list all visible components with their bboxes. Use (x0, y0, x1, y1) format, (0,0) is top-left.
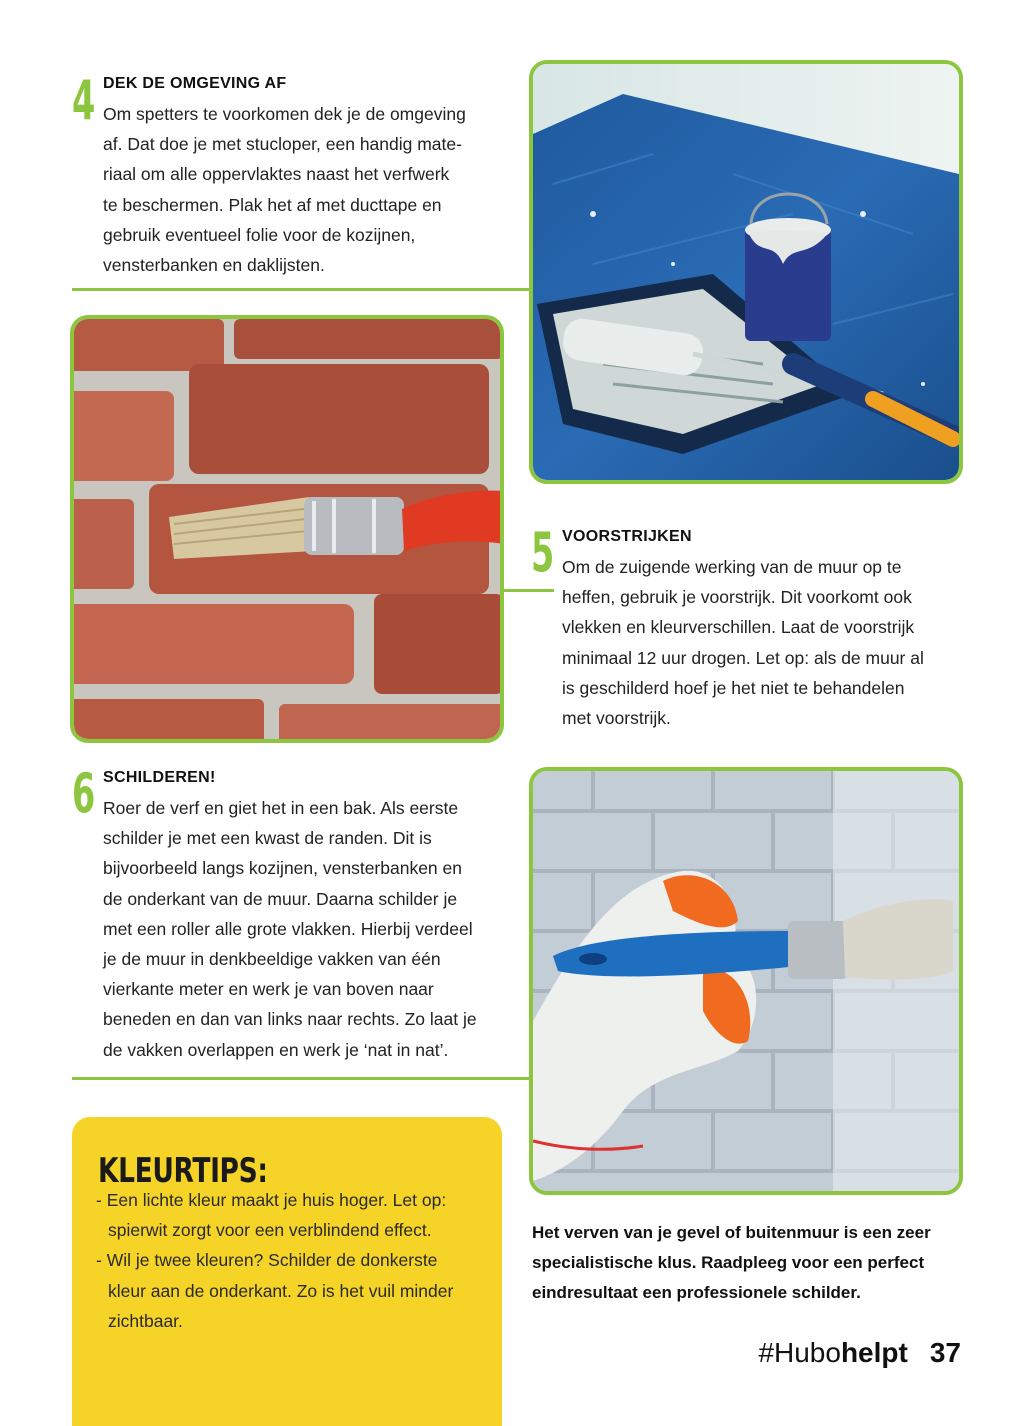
step-6-line: de vakken overlappen en werk je ‘nat in nat’. (103, 1039, 449, 1060)
step-6-line: de onderkant van de muur. Daarna schilder je (103, 888, 458, 909)
white-wall-painting-image (533, 771, 959, 1191)
step-5-line: heffen, gebruik je voorstrijk. Dit voorkomt ook (562, 587, 912, 608)
photo-white-wall-painting (529, 767, 963, 1195)
photo-paint-tray (529, 60, 963, 484)
note-line: eindresultaat een professionele schilder. (532, 1283, 861, 1303)
divider-line (72, 1077, 532, 1080)
step-6-line: bijvoorbeeld langs kozijnen, vensterbanken en (103, 858, 462, 879)
step-5-title: VOORSTRIJKEN (562, 528, 692, 545)
step-5-line: Om de zuigende werking van de muur op te (562, 557, 902, 577)
step-6-body (103, 793, 477, 1065)
kleurtips-line: zichtbaar. (108, 1310, 183, 1331)
step-4-number: 4 (72, 69, 96, 132)
kleurtips-line: spierwit zorgt voor een verblindend effect. (108, 1220, 432, 1241)
step-6-line: beneden en dan van links naar rechts. Zo laat je (103, 1009, 477, 1030)
step-5-number: 5 (531, 521, 555, 584)
note-line: specialistische klus. Raadpleeg voor een perfect (532, 1253, 925, 1273)
step-5-line: minimaal 12 uur drogen. Let op: als de muur al (562, 647, 924, 668)
kleurtips-line: - Wil je twee kleuren? Schilder de donkerste (96, 1250, 438, 1271)
step-6-line: met een roller alle grote vlakken. Hierbij verdeel (103, 918, 473, 939)
step-5-line: vlekken en kleurverschillen. Laat de voorstrijk (562, 617, 915, 638)
divider-line (72, 288, 532, 291)
step-4-line: riaal om alle oppervlaktes naast het verfwerk (103, 164, 450, 185)
step-4-line: vensterbanken en daklijsten. (103, 255, 325, 276)
step-6-number: 6 (72, 762, 96, 825)
kleurtips-box (72, 1117, 502, 1426)
step-4-line: gebruik eventueel folie voor de kozijnen, (103, 224, 416, 245)
page-footer (758, 1337, 961, 1369)
step-5-line: is geschilderd hoef je het niet te behandelen (562, 677, 905, 698)
step-4-title: DEK DE OMGEVING AF (103, 75, 287, 92)
divider-line (502, 589, 554, 592)
photo-brick-brush (70, 315, 504, 743)
brick-brush-image (74, 319, 500, 739)
step-6-line: vierkante meter en werk je van boven naar (103, 979, 434, 1000)
step-4-line: Om spetters te voorkomen dek je de omgeving (103, 104, 466, 124)
step-6-title: SCHILDEREN! (103, 769, 216, 786)
step-4-line: te beschermen. Plak het af met ducttape en (103, 194, 442, 215)
page-number: 37 (929, 1337, 961, 1368)
kleurtips-title: KLEURTIPS: (98, 1151, 268, 1191)
paint-tray-image (533, 64, 959, 480)
professional-note (532, 1218, 931, 1309)
kleurtips-line: - Een lichte kleur maakt je huis hoger. Let op: (96, 1190, 447, 1210)
note-line: Het verven van je gevel of buitenmuur is een zeer (532, 1223, 931, 1242)
step-6-line: Roer de verf en giet het in een bak. Als eerste (103, 798, 459, 818)
step-4-body (103, 99, 466, 280)
hashtag-prefix: #Hubo (758, 1337, 841, 1368)
step-4-line: af. Dat doe je met stucloper, een handig mate- (103, 134, 462, 155)
step-6-line: schilder je met een kwast de randen. Dit is (103, 828, 432, 849)
kleurtips-list (96, 1185, 453, 1336)
step-5-body (562, 552, 924, 733)
step-6-line: je de muur in denkbeeldige vakken van één (103, 949, 441, 970)
hashtag-bold: helpt (840, 1337, 908, 1368)
kleurtips-line: kleur aan de onderkant. Zo is het vuil minder (108, 1280, 454, 1301)
step-5-line: met voorstrijk. (562, 708, 671, 729)
